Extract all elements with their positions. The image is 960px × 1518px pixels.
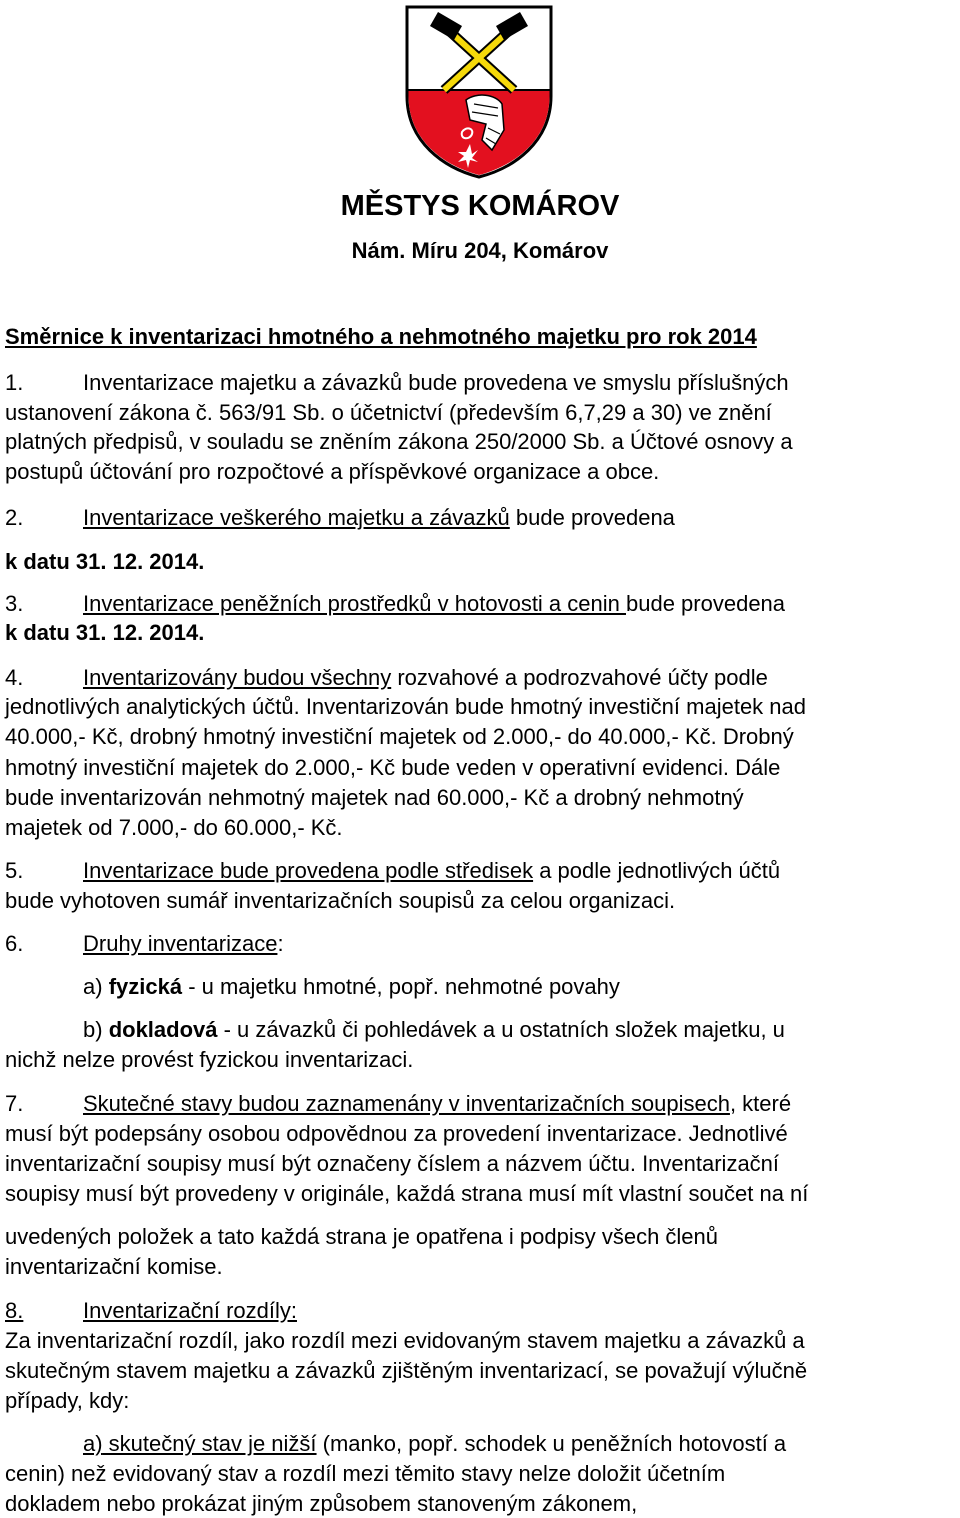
item-1-line-3: platných předpisů, v souladu se zněním zákona 250/2000 Sb. a Účtové osnovy a [5, 429, 793, 454]
item-6-rest: : [277, 931, 284, 956]
item-2-date: k datu 31. 12. 2014. [5, 549, 205, 574]
item-1-line-1: Inventarizace majetku a závazků bude provedena ve smyslu příslušných [83, 370, 789, 395]
organization-address: Nám. Míru 204, Komárov [351, 238, 609, 263]
item-8-heading: Inventarizační rozdíly: [83, 1298, 297, 1323]
item-4-number: 4. [5, 665, 24, 690]
item-2-rest: bude provedena [509, 505, 675, 530]
item-3-underlined: Inventarizace peněžních prostředků v hotovosti a cenin [83, 591, 626, 616]
item-5-number: 5. [5, 858, 24, 883]
item-6-option-a-bold: fyzická [108, 974, 183, 999]
item-7-line-3: inventarizační soupisy musí být označeny číslem a názvem účtu. Inventarizační [5, 1151, 780, 1176]
item-8-line-2: skutečným stavem majetku a závazků zjištěným inventarizací, se považují výlučně [5, 1358, 808, 1383]
item-7-line-1 [83, 1091, 791, 1117]
item-3-rest: bude provedena [626, 591, 786, 616]
item-4-line-3: 40.000,- Kč, drobný hmotný investiční majetek od 2.000,- do 40.000,- Kč. Drobný [5, 724, 794, 749]
item-5-underlined: Inventarizace bude provedena podle středisek [83, 858, 534, 883]
item-4-line-6: majetek od 7.000,- do 60.000,- Kč. [5, 815, 343, 840]
item-7-line-5: uvedených položek a tato každá strana je opatřena i podpisy všech členů [5, 1224, 719, 1249]
item-8-option-a-line-3: dokladem nebo prokázat jiným způsobem stanoveným zákonem, [5, 1491, 638, 1516]
item-7-line-6: inventarizační komise. [5, 1254, 223, 1279]
item-3-number: 3. [5, 591, 24, 616]
item-6-option-b-bold: dokladová [108, 1017, 218, 1042]
item-8-option-a: a) skutečný stav je nižší (manko, popř. schodek u peněžních hotovostí a [83, 1431, 787, 1456]
item-2-line-1 [83, 505, 675, 531]
item-8-option-a-underlined: skutečný stav je nižší [102, 1431, 317, 1456]
item-8-option-a-line-2: cenin) než evidovaný stav a rozdíl mezi těmito stavy nelze doložit účetním [5, 1461, 726, 1486]
item-5-line-2: bude vyhotoven sumář inventarizačních soupisů za celou organizaci. [5, 888, 676, 913]
item-4-line-4: hmotný investiční majetek do 2.000,- Kč bude veden v operativní evidenci. Dále [5, 755, 781, 780]
item-4-line-1 [83, 665, 768, 691]
item-6-heading [83, 931, 284, 957]
item-8-line-1: Za inventarizační rozdíl, jako rozdíl mezi evidovaným stavem majetku a závazků a [5, 1328, 805, 1353]
item-5-line-1 [83, 858, 780, 884]
item-6-number: 6. [5, 931, 24, 956]
item-3-line-1 [83, 591, 785, 617]
item-4-rest: rozvahové a podrozvahové účty podle [391, 665, 768, 690]
item-7-number: 7. [5, 1091, 24, 1116]
item-7-line-4: soupisy musí být provedeny v originále, každá strana musí mít vlastní součet na ní [5, 1181, 809, 1206]
item-8-line-3: případy, kdy: [5, 1388, 130, 1413]
item-4-underlined: Inventarizovány budou všechny [83, 665, 392, 690]
item-6-option-b: b) dokladová - u závazků či pohledávek a u ostatních složek majetku, u [83, 1017, 785, 1042]
item-4-line-2: jednotlivých analytických účtů. Inventarizován bude hmotný investiční majetek nad [5, 694, 806, 719]
item-4-line-5: bude inventarizován nehmotný majetek nad 60.000,- Kč a drobný nehmotný [5, 785, 744, 810]
item-6-option-b-line-2: nichž nelze provést fyzickou inventarizaci. [5, 1047, 414, 1072]
item-7-line-2: musí být podepsány osobou odpovědnou za provedení inventarizace. Jednotlivé [5, 1121, 788, 1146]
item-1-line-2: ustanovení zákona č. 563/91 Sb. o účetnictví (především 6,7,29 a 30) ve znění [5, 400, 772, 425]
item-6-underlined: Druhy inventarizace [83, 931, 278, 956]
item-7-rest: , které [729, 1091, 792, 1116]
item-2-underlined: Inventarizace veškerého majetku a závazků [83, 505, 510, 530]
item-7-underlined: Skutečné stavy budou zaznamenány v inventarizačních soupisech [83, 1091, 730, 1116]
document-title: Směrnice k inventarizaci hmotného a nehmotného majetku pro rok 2014 [5, 324, 757, 349]
item-2-number: 2. [5, 505, 24, 530]
item-8-number: 8. [5, 1298, 24, 1323]
organization-title: MĚSTYS KOMÁROV [340, 190, 620, 222]
item-6-option-a: a) fyzická - u majetku hmotné, popř. nehmotné povahy [83, 974, 620, 999]
item-1-number: 1. [5, 370, 24, 395]
item-5-rest: a podle jednotlivých účtů [533, 858, 781, 883]
item-1-line-4: postupů účtování pro rozpočtové a příspěvkové organizace a obce. [5, 459, 660, 484]
coat-of-arms [402, 4, 556, 180]
item-3-date: k datu 31. 12. 2014. [5, 620, 205, 645]
